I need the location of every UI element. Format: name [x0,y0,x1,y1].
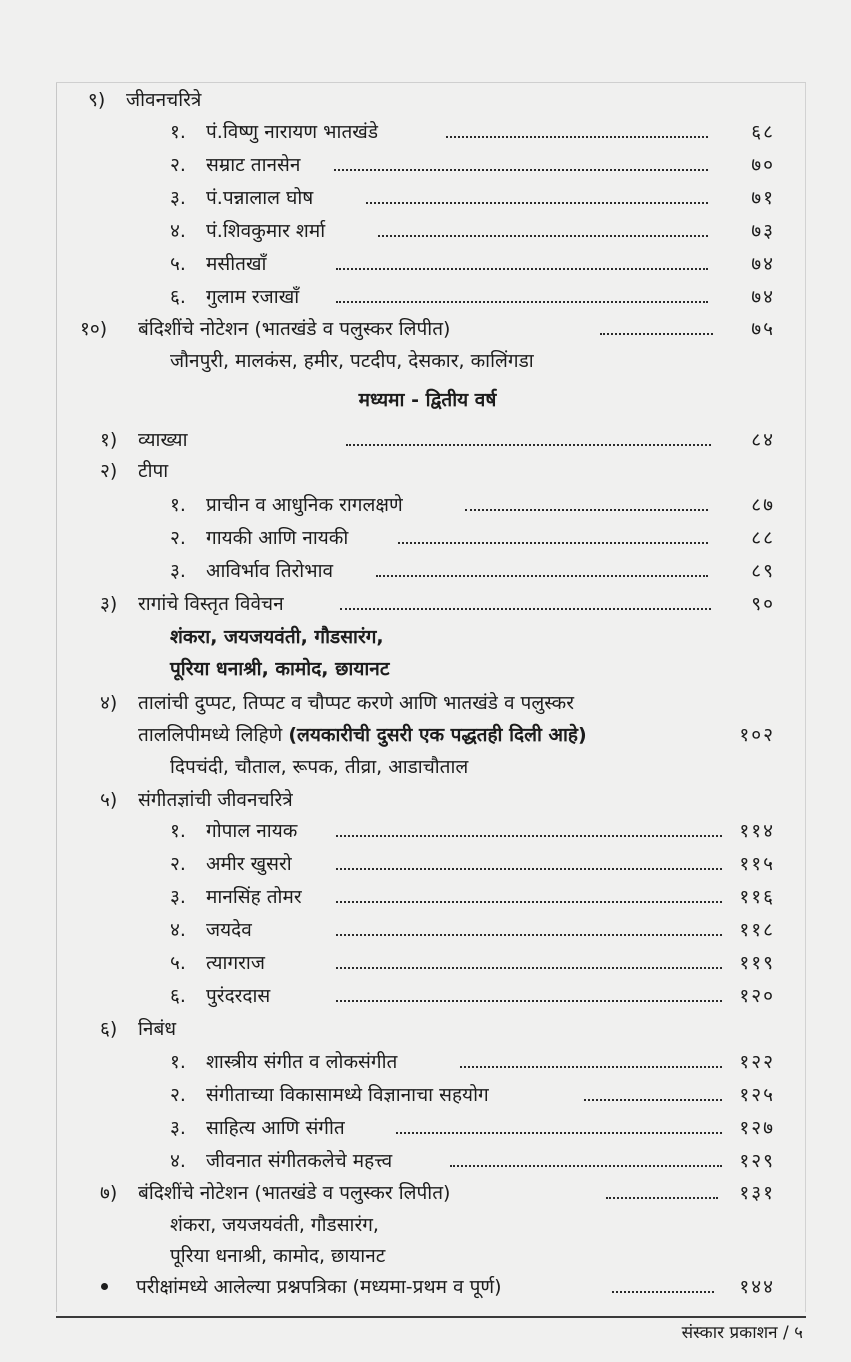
dot-leader [398,542,708,544]
dot-leader [336,868,722,870]
toc-section [88,84,788,116]
entry-page: ७० [751,154,775,176]
entry-number: ५. [170,253,186,275]
entry-page: ८४ [751,429,775,451]
dot-leader [450,1165,722,1167]
dot-leader [376,575,708,577]
dot-leader [336,934,722,936]
toc-entry [170,149,775,181]
entry-label: पुरंदरदास [206,985,271,1007]
dot-leader [612,1291,714,1293]
section-number: १०) [80,318,108,340]
section-number: ९) [88,89,106,111]
dot-leader [396,1132,722,1134]
section-subtext [170,1209,775,1241]
toc-entry [170,881,775,913]
page-footer: संस्कार प्रकाशन / ५ [681,1323,803,1343]
method-note: (लयकारीची दुसरी एक पद्धतही दिली आहे) [288,724,587,746]
section-title: निबंध [138,1018,177,1040]
section-title: बंदिशींचे नोटेशन (भातखंडे व पलुस्कर लिपीत) [138,1182,451,1204]
entry-page: १०२ [739,724,775,746]
toc-section [100,588,775,620]
entry-page: ७४ [751,286,775,308]
dot-leader [336,301,708,303]
section-continuation [138,719,775,751]
entry-page: १२५ [739,1084,775,1106]
entry-number: १. [170,1051,186,1073]
dot-leader [336,835,722,837]
entry-number: ६. [170,985,186,1007]
entry-page: १२२ [739,1051,775,1073]
toc-entry [170,215,775,247]
entry-label: आविर्भाव तिरोभाव [206,560,334,582]
section-number: १) [100,429,118,451]
dot-leader [584,1099,722,1101]
entry-number: ६. [170,286,186,308]
entry-number: २. [170,853,186,875]
dot-leader [465,509,708,511]
section-title: टीपा [138,460,169,482]
toc-section [100,1013,775,1045]
toc-entry [170,947,775,979]
entry-label: पं.विष्णु नारायण भातखंडे [206,121,378,143]
entry-page: ७३ [751,220,775,242]
entry-label: प्राचीन व आधुनिक रागलक्षणे [206,494,403,516]
toc-section [100,784,775,816]
entry-page: १२७ [739,1117,775,1139]
toc-section [100,1177,775,1209]
entry-number: २. [170,1084,186,1106]
raga-list: शंकरा, जयजयवंती, गौडसारंग, [170,626,384,648]
section-number: ४) [100,692,118,714]
toc-entry [170,1079,775,1111]
dot-leader [606,1197,718,1199]
entry-number: २. [170,154,186,176]
entry-page: ११५ [739,853,775,875]
section-subtext [170,1240,775,1272]
toc-entry [170,1112,775,1144]
entry-page: १२९ [739,1150,775,1172]
toc-section [100,455,775,487]
dot-leader [336,1000,722,1002]
entry-label: संगीताच्या विकासामध्ये विज्ञानाचा सहयोग [206,1084,489,1106]
entry-number: ४. [170,919,186,941]
dot-leader [336,901,722,903]
dot-leader [334,169,708,171]
entry-number: १. [170,820,186,842]
toc-entry [170,281,775,313]
entry-number: ५. [170,952,186,974]
entry-label: पं.पन्नालाल घोष [206,187,314,209]
toc-section [100,687,775,719]
section-number: ७) [100,1182,118,1204]
section-title: संगीतज्ञांची जीवनचरित्रे [138,789,293,811]
entry-label: त्यागराज [206,952,265,974]
entry-label: जयदेव [206,919,252,941]
entry-number: ३. [170,560,186,582]
bullet-icon [101,1283,108,1290]
dot-leader [446,136,708,138]
entry-page: ७१ [751,187,775,209]
entry-number: ३. [170,187,186,209]
toc-entry [170,1145,775,1177]
toc-entry [170,555,775,587]
toc-section [80,313,775,345]
entry-label: पं.शिवकुमार शर्मा [206,220,326,242]
dot-leader [346,444,711,446]
toc-entry [170,1046,775,1078]
entry-page: ८९ [751,560,775,582]
toc-entry [170,914,775,946]
section-subtext [170,621,775,653]
dot-leader [378,235,708,237]
entry-page: ११४ [739,820,775,842]
page-border-top [56,82,806,83]
section-number: २) [100,460,118,482]
entry-number: ४. [170,220,186,242]
entry-label: जीवनात संगीतकलेचे महत्त्व [206,1150,393,1172]
tala-list: दिपचंदी, चौताल, रूपक, तीव्रा, आडाचौताल [170,756,469,778]
entry-label: शास्त्रीय संगीत व लोकसंगीत [206,1051,398,1073]
section-title: रागांचे विस्तृत विवेचन [138,593,284,615]
toc-entry [136,1271,775,1303]
entry-label: गुलाम रजाखाँ [206,286,300,308]
toc-entry [170,116,775,148]
entry-page: १३१ [739,1182,775,1204]
entry-number: १. [170,494,186,516]
section-subtext [170,653,775,685]
footer-rule [56,1316,806,1318]
entry-label: मानसिंह तोमर [206,886,302,908]
entry-label: अमीर खुसरो [206,853,292,875]
section-subtext [170,751,775,783]
entry-page: ११९ [739,952,775,974]
raga-list: पूरिया धनाश्री, कामोद, छायानट [170,1245,386,1267]
toc-entry [170,182,775,214]
entry-number: ४. [170,1150,186,1172]
dot-leader [366,202,708,204]
raga-list: शंकरा, जयजयवंती, गौडसारंग, [170,1214,379,1236]
toc-entry [170,489,775,521]
toc-section [100,424,775,456]
section-title-cont: ताललिपीमध्ये लिहिणे [138,724,289,746]
entry-label: गोपाल नायक [206,820,298,842]
toc-entry [170,980,775,1012]
entry-page: ११६ [739,886,775,908]
page-border-right [805,82,806,1312]
section-title: बंदिशींचे नोटेशन (भातखंडे व पलुस्कर लिपीत) [138,318,451,340]
entry-label: परीक्षांमध्ये आलेल्या प्रश्नपत्रिका (मध्यमा-प्रथम व पूर्ण) [136,1276,502,1298]
dot-leader [600,333,713,335]
section-number: ३) [100,593,118,615]
entry-number: २. [170,527,186,549]
section-number: ५) [100,789,118,811]
entry-page: १४४ [739,1276,775,1298]
entry-page: ९० [751,593,775,615]
entry-number: १. [170,121,186,143]
dot-leader [336,967,722,969]
dot-leader [340,608,711,610]
toc-entry [170,815,775,847]
section-title: जीवनचरित्रे [126,89,202,111]
entry-page: ८७ [751,494,775,516]
toc-entry [170,848,775,880]
entry-label: मसीतखाँ [206,253,267,275]
entry-label: साहित्य आणि संगीत [206,1117,345,1139]
entry-page: ११८ [739,919,775,941]
entry-number: ३. [170,886,186,908]
toc-entry [170,522,775,554]
entry-page: ७५ [751,318,775,340]
entry-page: ७४ [751,253,775,275]
dot-leader [336,268,708,270]
entry-number: ३. [170,1117,186,1139]
entry-page: ८८ [751,527,775,549]
dot-leader [460,1066,722,1068]
entry-page: १२० [739,985,775,1007]
section-title: तालांची दुप्पट, तिप्पट व चौप्पट करणे आणि भातखंडे व पलुस्कर [138,692,574,714]
section-number: ६) [100,1018,118,1040]
entry-label: गायकी आणि नायकी [206,527,349,549]
entry-page: ६८ [751,121,775,143]
entry-label: सम्राट तानसेन [206,154,301,176]
section-subtext [170,345,775,377]
toc-entry [170,248,775,280]
section-title: व्याख्या [138,429,188,451]
raga-list: पूरिया धनाश्री, कामोद, छायानट [170,658,390,680]
raga-list: जौनपुरी, मालकंस, हमीर, पटदीप, देसकार, कालिंगडा [170,350,534,372]
page-border-left [56,82,57,1312]
part-heading: मध्यमा - द्वितीय वर्ष [358,389,497,411]
